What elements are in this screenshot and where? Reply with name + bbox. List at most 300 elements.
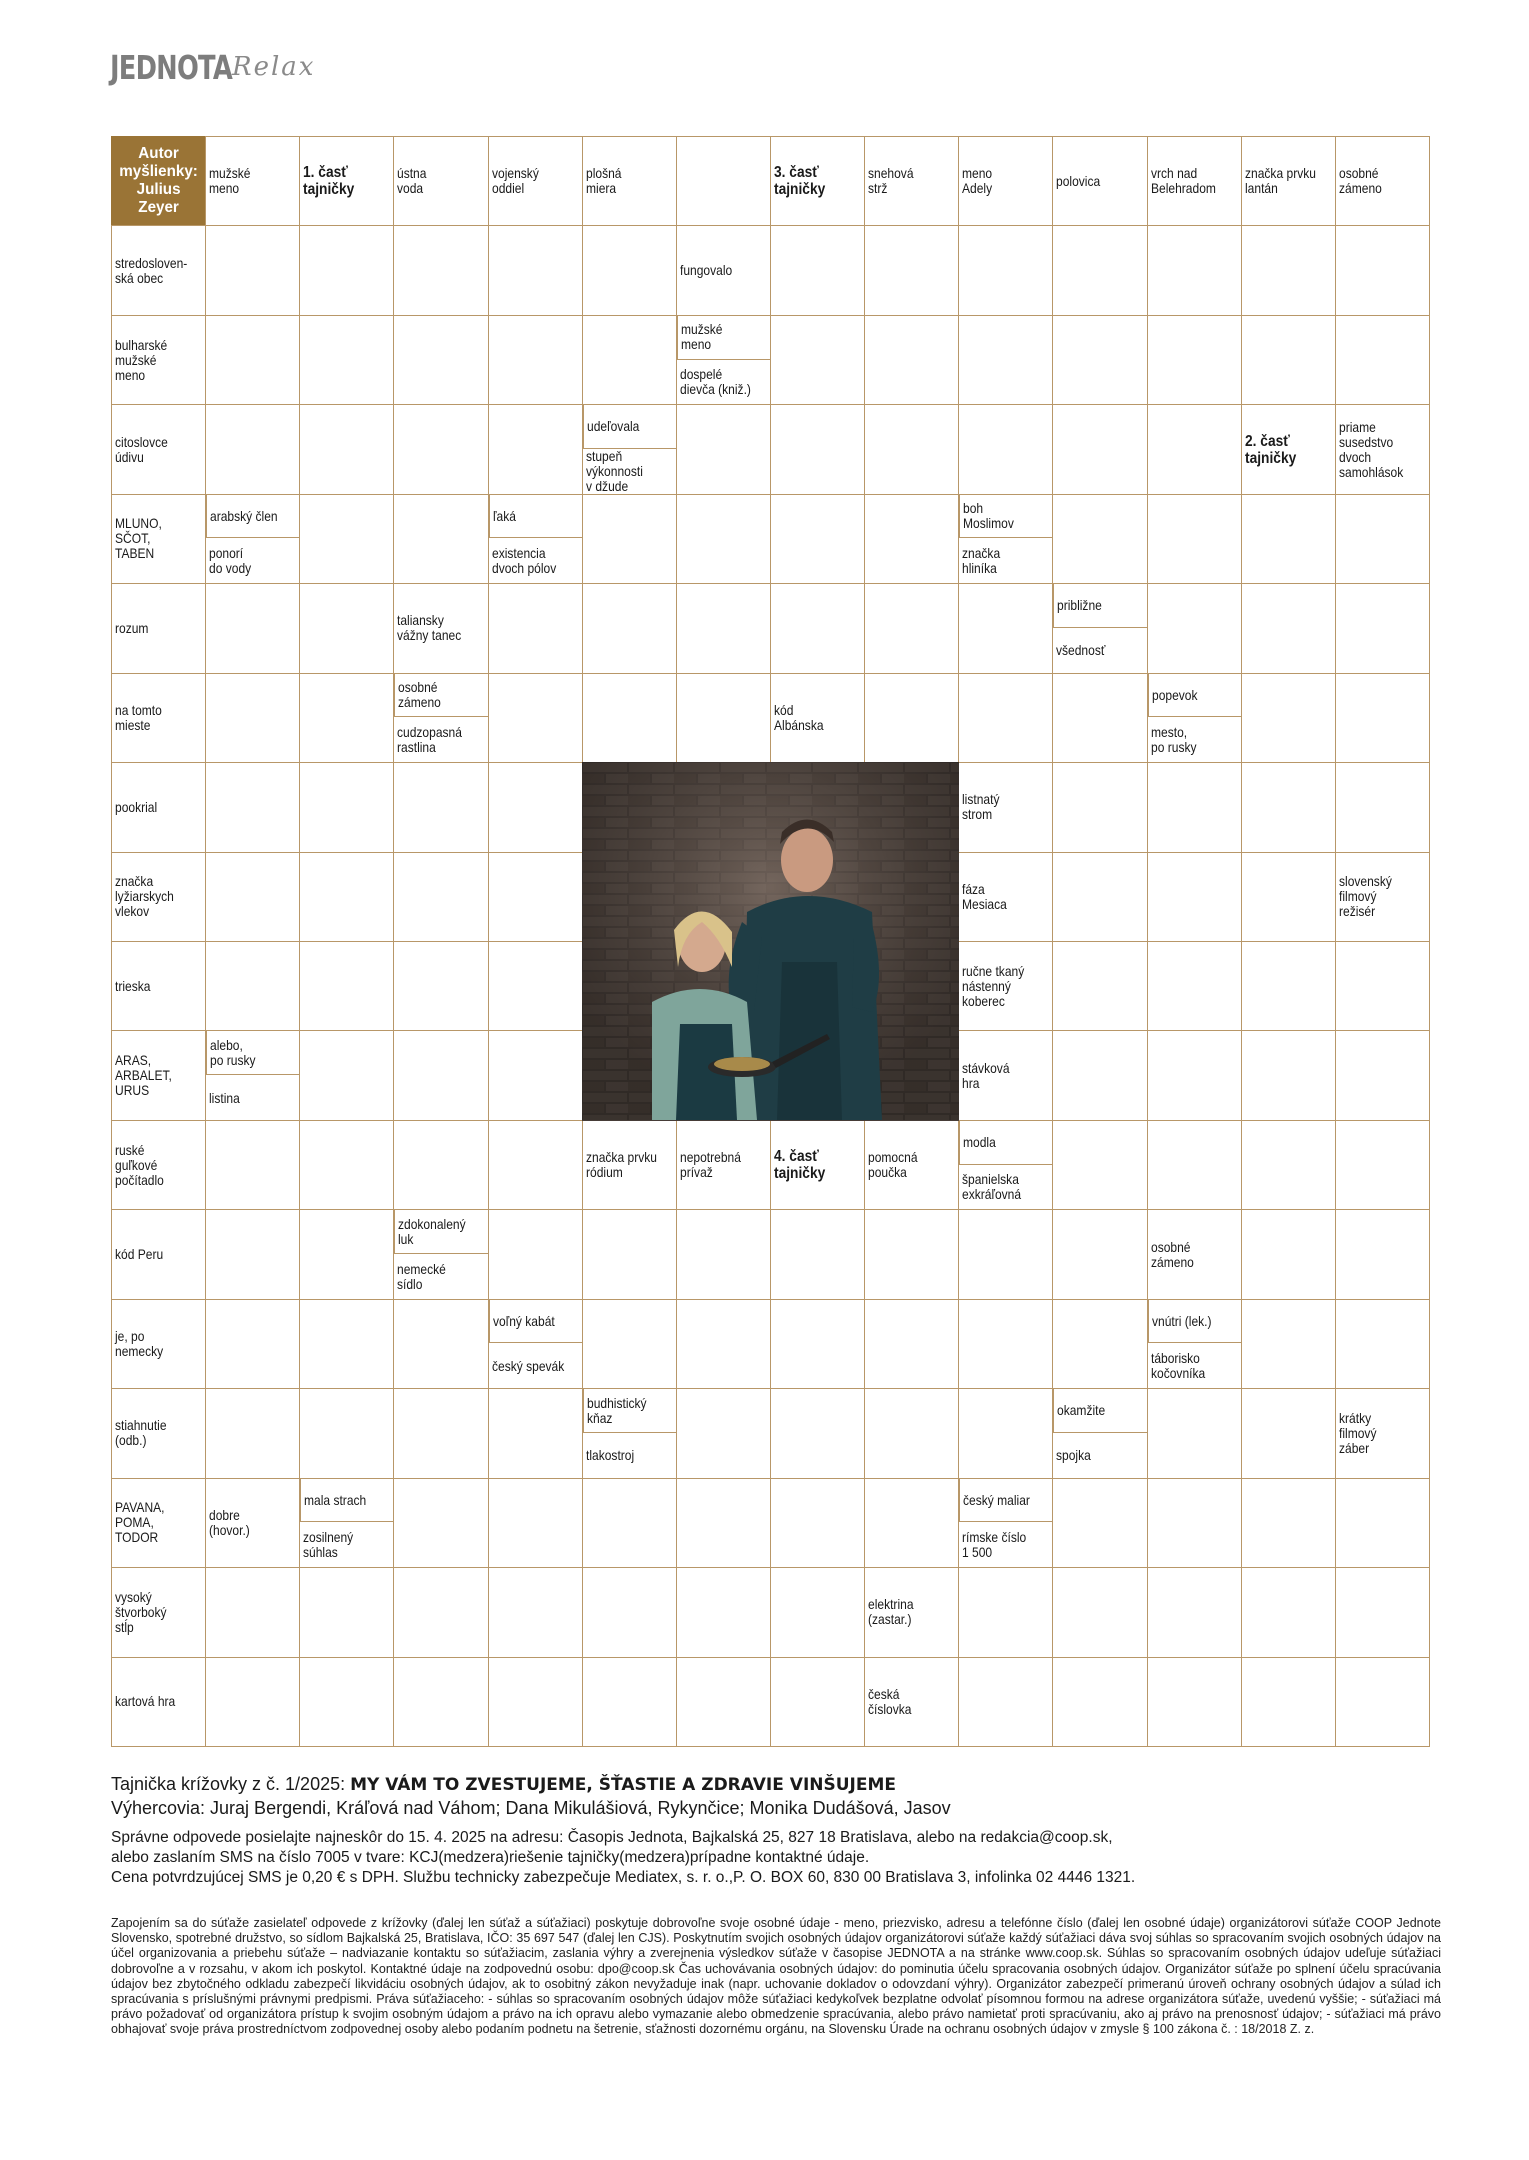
grid-cell[interactable] [770, 404, 865, 494]
clue-cell [300, 1479, 393, 1523]
clue-cell [959, 1121, 1052, 1165]
grid-cell[interactable] [1147, 1030, 1242, 1120]
grid-cell[interactable] [582, 1299, 677, 1389]
grid-cell[interactable] [958, 404, 1053, 494]
grid-cell[interactable] [1147, 1388, 1242, 1478]
clue-text: ľaká [492, 507, 516, 524]
submission-line-3: Cena potvrdzujúcej SMS je 0,20 € s DPH. Službu technicky zabezpečuje Mediatex, s. r. o.,P. O. BOX 60, 830 00 Bratislava 3, infolinka 02 4446 1321. [111, 1869, 1136, 1886]
grid-cell[interactable] [1335, 673, 1430, 763]
grid-cell[interactable] [299, 1299, 394, 1389]
clue-text: polovica [1056, 172, 1101, 189]
grid-cell[interactable] [582, 583, 677, 673]
clue-cell [394, 1255, 487, 1299]
submission-line-2: alebo zaslaním SMS na číslo 7005 v tvare: KCJ(medzera)riešenie tajničky(medzera)prípadne kontaktné údaje. [111, 1849, 870, 1866]
clue-text: značka lyžiarskych vlekov [115, 873, 174, 920]
grid-cell[interactable] [1052, 225, 1147, 315]
clue-text: cudzopasná rastlina [397, 724, 463, 756]
clue-cell [865, 137, 958, 225]
crossword-photo [582, 762, 960, 1121]
grid-cell[interactable] [393, 1299, 488, 1389]
clue-cell [112, 1479, 205, 1567]
clue-text: česká číslovka [868, 1685, 912, 1717]
grid-cell[interactable] [1052, 673, 1147, 763]
grid-cell[interactable] [205, 762, 300, 852]
grid-cell[interactable] [1147, 941, 1242, 1031]
clue-text: fungovalo [679, 262, 733, 279]
clue-cell [1148, 1300, 1241, 1344]
clue-cell [394, 1210, 487, 1254]
grid-cell[interactable] [1241, 1299, 1336, 1389]
grid-cell[interactable] [393, 225, 488, 315]
grid-cell[interactable] [958, 1567, 1053, 1657]
grid-cell[interactable] [488, 1478, 583, 1568]
clue-text: mesto, po rusky [1150, 724, 1197, 756]
grid-cell[interactable] [299, 225, 394, 315]
clue-text: je, po nemecky [115, 1327, 164, 1359]
clue-text: španielska exkráľovná [962, 1171, 1022, 1203]
grid-cell[interactable] [864, 225, 959, 315]
clue-cell [1242, 405, 1335, 493]
clue-cell [959, 137, 1052, 225]
grid-cell[interactable] [770, 1478, 865, 1568]
grid-cell[interactable] [488, 941, 583, 1031]
grid-cell[interactable] [770, 583, 865, 673]
grid-cell[interactable] [205, 1388, 300, 1478]
clue-text: fáza Mesiaca [962, 880, 1008, 912]
clue-text: stupeň výkonnosti v džude [585, 450, 643, 494]
clue-cell [1053, 629, 1146, 673]
grid-cell[interactable] [1147, 1120, 1242, 1210]
grid-cell[interactable] [1052, 1120, 1147, 1210]
grid-cell[interactable] [958, 1657, 1053, 1747]
grid-cell[interactable] [488, 404, 583, 494]
grid-cell[interactable] [770, 1388, 865, 1478]
grid-cell[interactable] [676, 1388, 771, 1478]
grid-cell[interactable] [488, 852, 583, 942]
clue-cell [1148, 1210, 1241, 1298]
clue-cell [1053, 1389, 1146, 1433]
grid-cell[interactable] [205, 941, 300, 1031]
clue-text: značka prvku lantán [1244, 165, 1316, 197]
grid-cell[interactable] [1335, 1478, 1430, 1568]
grid-cell[interactable] [488, 225, 583, 315]
clue-text: vnútri (lek.) [1151, 1312, 1212, 1329]
grid-cell[interactable] [205, 225, 300, 315]
grid-cell[interactable] [299, 1388, 394, 1478]
winners-line: Výhercovia: Juraj Bergendi, Kráľová nad Váhom; Dana Mikulášiová, Rykynčice; Monika Dudášová, Jasov [111, 1798, 951, 1818]
grid-cell[interactable] [488, 1388, 583, 1478]
grid-cell[interactable] [864, 673, 959, 763]
grid-cell[interactable] [864, 1478, 959, 1568]
clue-text: rímske číslo 1 500 [962, 1529, 1027, 1561]
grid-cell[interactable] [299, 852, 394, 942]
grid-cell[interactable] [1335, 583, 1430, 673]
grid-cell[interactable] [770, 315, 865, 405]
grid-cell[interactable] [205, 1299, 300, 1389]
grid-cell[interactable] [488, 1657, 583, 1747]
clue-cell [1336, 137, 1429, 225]
clue-cell [206, 1031, 299, 1075]
grid-cell[interactable] [1241, 1657, 1336, 1747]
grid-cell[interactable] [1241, 1209, 1336, 1299]
clue-cell [959, 853, 1052, 941]
grid-cell[interactable] [582, 494, 677, 584]
clue-text: 3. časť tajničky [774, 164, 826, 199]
clue-text: pomocná poučka [868, 1149, 918, 1181]
grid-cell[interactable] [958, 225, 1053, 315]
grid-cell[interactable] [299, 673, 394, 763]
grid-cell[interactable] [1241, 225, 1336, 315]
grid-cell[interactable] [205, 1120, 300, 1210]
clue-cell [959, 1479, 1052, 1523]
grid-cell[interactable] [676, 1657, 771, 1747]
grid-cell[interactable] [958, 315, 1053, 405]
grid-cell[interactable] [299, 762, 394, 852]
grid-cell[interactable] [299, 941, 394, 1031]
clue-cell [583, 137, 676, 225]
clue-text: mužské meno [209, 165, 251, 197]
grid-cell[interactable] [488, 762, 583, 852]
clue-text: zdokonalený luk [398, 1215, 467, 1247]
grid-cell[interactable] [393, 494, 488, 584]
grid-cell[interactable] [676, 1567, 771, 1657]
grid-cell[interactable] [1241, 1388, 1336, 1478]
clue-cell [865, 1658, 958, 1746]
grid-cell[interactable] [393, 941, 488, 1031]
grid-cell[interactable] [958, 1388, 1053, 1478]
clue-text: taliansky vážny tanec [397, 612, 462, 644]
clue-cell [112, 405, 205, 493]
clue-cell [394, 674, 487, 718]
grid-cell[interactable] [1147, 1567, 1242, 1657]
grid-cell[interactable] [1052, 762, 1147, 852]
grid-cell[interactable] [488, 1030, 583, 1120]
clue-cell [1336, 853, 1429, 941]
clue-text: český maliar [963, 1491, 1031, 1508]
clue-text: arabský člen [210, 507, 278, 524]
grid-cell[interactable] [1241, 315, 1336, 405]
grid-cell[interactable] [676, 136, 771, 226]
grid-cell[interactable] [1147, 762, 1242, 852]
clue-cell [1242, 137, 1335, 225]
grid-cell[interactable] [205, 673, 300, 763]
clue-cell [771, 137, 864, 225]
grid-cell[interactable] [582, 1567, 677, 1657]
grid-cell[interactable] [1335, 1299, 1430, 1389]
clue-cell [112, 316, 205, 404]
grid-cell[interactable] [299, 1567, 394, 1657]
grid-cell[interactable] [205, 1567, 300, 1657]
clue-text: ústna voda [397, 165, 427, 197]
grid-cell[interactable] [393, 1657, 488, 1747]
grid-cell[interactable] [1147, 404, 1242, 494]
grid-cell[interactable] [205, 1657, 300, 1747]
clue-cell [771, 674, 864, 762]
clue-text: bulharské mužské meno [115, 336, 168, 383]
grid-cell[interactable] [299, 1120, 394, 1210]
grid-cell[interactable] [1052, 1209, 1147, 1299]
grid-cell[interactable] [1335, 225, 1430, 315]
grid-cell[interactable] [1052, 852, 1147, 942]
grid-cell[interactable] [1052, 494, 1147, 584]
grid-cell[interactable] [488, 583, 583, 673]
grid-cell[interactable] [958, 1209, 1053, 1299]
grid-cell[interactable] [1335, 494, 1430, 584]
clue-cell [112, 495, 205, 583]
grid-cell[interactable] [1147, 1478, 1242, 1568]
clue-cell [959, 942, 1052, 1030]
clue-text: voľný kabát [492, 1312, 555, 1329]
grid-cell[interactable] [1147, 1657, 1242, 1747]
clue-cell [489, 1345, 582, 1389]
grid-cell[interactable] [299, 1209, 394, 1299]
grid-cell[interactable] [488, 1209, 583, 1299]
grid-cell[interactable] [299, 583, 394, 673]
grid-cell[interactable] [582, 315, 677, 405]
grid-cell[interactable] [1052, 941, 1147, 1031]
grid-cell[interactable] [676, 1299, 771, 1389]
clue-text: elektrina (zastar.) [868, 1596, 914, 1628]
grid-cell[interactable] [1241, 762, 1336, 852]
grid-cell[interactable] [1147, 315, 1242, 405]
clue-text: 4. časť tajničky [774, 1148, 826, 1183]
clue-cell [112, 226, 205, 314]
clue-text: 2. časť tajničky [1244, 432, 1296, 467]
clue-text: spojka [1056, 1447, 1092, 1464]
clue-text: pookrial [115, 798, 158, 815]
grid-cell[interactable] [1241, 1567, 1336, 1657]
grid-cell[interactable] [299, 404, 394, 494]
clue-cell [112, 1658, 205, 1746]
grid-cell[interactable] [1241, 673, 1336, 763]
grid-cell[interactable] [582, 673, 677, 763]
clue-text: listnatý strom [962, 791, 1000, 823]
grid-cell[interactable] [488, 1567, 583, 1657]
clue-cell [771, 1121, 864, 1209]
grid-cell[interactable] [299, 494, 394, 584]
clue-text: plošná miera [585, 165, 622, 197]
clue-text: dobre (hovor.) [209, 1506, 250, 1538]
clue-cell [489, 1300, 582, 1344]
clue-text: kartová hra [115, 1693, 176, 1710]
clue-text: stredosloven- ská obec [115, 254, 188, 286]
clue-cell [959, 1523, 1052, 1567]
grid-cell[interactable] [205, 583, 300, 673]
clue-cell [865, 1121, 958, 1209]
grid-cell[interactable] [864, 583, 959, 673]
grid-cell[interactable] [393, 1567, 488, 1657]
clue-cell [394, 137, 487, 225]
clue-cell [206, 1076, 299, 1120]
clue-cell [206, 540, 299, 584]
clue-cell [1148, 674, 1241, 718]
clue-cell [1053, 584, 1146, 628]
clue-text: ponorí do vody [209, 545, 252, 577]
grid-cell[interactable] [864, 494, 959, 584]
grid-cell[interactable] [676, 1478, 771, 1568]
clue-text: snehová strž [868, 165, 914, 197]
grid-cell[interactable] [488, 673, 583, 763]
grid-cell[interactable] [770, 1657, 865, 1747]
grid-cell[interactable] [1147, 225, 1242, 315]
clue-text: český spevák [491, 1357, 564, 1374]
page-header [110, 48, 316, 92]
grid-cell[interactable] [770, 494, 865, 584]
grid-cell[interactable] [1052, 1567, 1147, 1657]
clue-text: existencia dvoch pólov [491, 545, 556, 577]
grid-cell[interactable] [582, 1657, 677, 1747]
grid-cell[interactable] [205, 404, 300, 494]
grid-cell[interactable] [393, 1120, 488, 1210]
grid-cell[interactable] [676, 404, 771, 494]
clue-text: vrch nad Belehradom [1150, 165, 1216, 197]
clue-text: osobné zámeno [1338, 165, 1382, 197]
grid-cell[interactable] [1241, 852, 1336, 942]
grid-cell[interactable] [205, 1209, 300, 1299]
grid-cell[interactable] [864, 1209, 959, 1299]
clue-cell [489, 540, 582, 584]
grid-cell[interactable] [1052, 1478, 1147, 1568]
clue-cell [112, 1210, 205, 1298]
clue-text: vojenský oddiel [491, 165, 539, 197]
grid-cell[interactable] [1052, 404, 1147, 494]
grid-cell[interactable] [582, 225, 677, 315]
clue-cell [677, 361, 770, 405]
grid-cell[interactable] [1241, 583, 1336, 673]
grid-cell[interactable] [1241, 1478, 1336, 1568]
grid-cell[interactable] [299, 1030, 394, 1120]
grid-cell[interactable] [1241, 941, 1336, 1031]
grid-cell[interactable] [205, 852, 300, 942]
grid-cell[interactable] [1052, 1657, 1147, 1747]
grid-cell[interactable] [1241, 1030, 1336, 1120]
clue-cell [959, 540, 1052, 584]
grid-cell[interactable] [205, 315, 300, 405]
grid-cell[interactable] [299, 315, 394, 405]
clue-text: listina [209, 1089, 240, 1106]
clue-cell [300, 137, 393, 225]
grid-cell[interactable] [1241, 494, 1336, 584]
clue-text: vysoký štvorboký stĺp [115, 1588, 167, 1635]
grid-cell[interactable] [864, 404, 959, 494]
clue-cell [112, 1300, 205, 1388]
grid-cell[interactable] [1147, 494, 1242, 584]
grid-cell[interactable] [1241, 1120, 1336, 1210]
grid-cell[interactable] [393, 404, 488, 494]
clue-cell [394, 718, 487, 762]
clue-text: mala strach [304, 1491, 367, 1508]
couple-photo-illustration [582, 762, 959, 1120]
grid-cell[interactable] [958, 1299, 1053, 1389]
clue-cell [112, 942, 205, 1030]
clue-text: citoslovce údivu [115, 433, 168, 465]
clue-cell [112, 1031, 205, 1119]
legal-notice: Zapojením sa do súťaže zasielateľ odpovede z krížovky (ďalej len súťaž a súťažiaci) poskytuje dobrovoľne svoje osobné údaje - meno, priezvisko, adresu a telefónne číslo (ďalej len osobné údaje) organizátorovi súťaže COOP Jednote Slovensko, spotrebné družstvo, so sídlom Bajkalská 25, Bratislava, IČO: 35 697 547 (ďalej len CJS). Poskytnutím svojich osobných údajov organizátorovi súťaže každý súťažiaci dáva svoj súhlas so spracovaním svojich osobných údajov na účel organizovania a priebehu súťaže – nadviazanie kontaktu so súťažiacim, zaslania výhry a zverejnenia výsledkov súťaže v časopise JEDNOTA a na stránke www.coop.sk. Súhlas so spracovaním osobných údajov udeľuje súťažiaci dobrovoľne a v rozsahu, v akom ich poskytol. Kontaktné údaje na zodpovednú osobu: dpo@coop.sk Čas uchovávania osobných údajov: do pominutia účelu spracovania osobných údajov. Organizátor súťaže po splnení účelu spracúvania údajov bez zbytočného odkladu zabezpečí likvidáciu osobných údajov, ak to osobitný zákon nevyžaduje inak (napr. uchovanie dokladov o odovzdaní výhry). Organizátor zabezpečí primeranú úroveň ochrany osobných údajov a súlad ich spracúvania s príslušnými právnymi predpismi. Práva súťažiaceho: - súhlas so spracovaním osobných údajov môže súťažiaci kedykoľvek bezplatne odvolať písomnou formou na adrese organizátora súťaže, uvedenú vyššie; - súťažiaci má právo požadovať od organizátora prístup k svojim osobným údajom a právo na ich opravu alebo vymazanie alebo obmedzenie spracúvania, alebo právo namietať proti spracúvaniu, ako aj právo na prenosnosť údajov; - súťažiaci má právo obhajovať svoje práva prostredníctvom zodpovednej osoby alebo podaním podnetu na šetrenie, sťažnosti dozornému orgánu, na Slovensku Úrade na ochranu osobných údajov v zmysle § 100 zákona č. : 18/2018 Z. z. [111, 1916, 1441, 2037]
clue-cell [112, 1568, 205, 1656]
clue-text: tlakostroj [585, 1447, 634, 1464]
clue-text: nemecké sídlo [397, 1260, 447, 1292]
clue-text: priame susedstvo dvoch samohlások [1338, 418, 1404, 480]
grid-cell[interactable] [488, 315, 583, 405]
grid-cell[interactable] [393, 1478, 488, 1568]
grid-cell[interactable] [1335, 1120, 1430, 1210]
clue-cell [583, 405, 676, 449]
grid-cell[interactable] [864, 1388, 959, 1478]
clue-text: meno Adely [962, 165, 993, 197]
grid-cell[interactable] [770, 1567, 865, 1657]
clue-text: mužské meno [680, 321, 723, 353]
grid-cell[interactable] [1335, 1030, 1430, 1120]
grid-cell[interactable] [676, 494, 771, 584]
grid-cell[interactable] [582, 1209, 677, 1299]
clue-cell [959, 1166, 1052, 1210]
clue-text: okamžite [1057, 1402, 1106, 1419]
grid-cell[interactable] [770, 1299, 865, 1389]
clue-cell [583, 1434, 676, 1478]
grid-cell[interactable] [1147, 852, 1242, 942]
grid-cell[interactable] [393, 1388, 488, 1478]
grid-cell[interactable] [1052, 1299, 1147, 1389]
grid-cell[interactable] [676, 673, 771, 763]
grid-cell[interactable] [1335, 941, 1430, 1031]
grid-cell[interactable] [1052, 315, 1147, 405]
clue-text: značka hliníka [962, 545, 1001, 577]
clue-text: ARAS, ARBALET, URUS [115, 1052, 172, 1099]
grid-cell[interactable] [770, 225, 865, 315]
clue-cell [1053, 137, 1146, 225]
grid-cell[interactable] [676, 1209, 771, 1299]
clue-text: stiahnutie (odb.) [115, 1417, 167, 1449]
grid-cell[interactable] [958, 583, 1053, 673]
clue-text: všednosť [1056, 642, 1106, 659]
grid-cell[interactable] [393, 1030, 488, 1120]
grid-cell[interactable] [1335, 1657, 1430, 1747]
grid-cell[interactable] [1335, 1209, 1430, 1299]
clue-cell [959, 1031, 1052, 1119]
clue-text: slovenský filmový režisér [1338, 873, 1392, 920]
grid-cell[interactable] [864, 315, 959, 405]
grid-cell[interactable] [582, 1478, 677, 1568]
grid-cell[interactable] [393, 315, 488, 405]
clue-text: modla [963, 1133, 997, 1150]
grid-cell[interactable] [1147, 583, 1242, 673]
clue-cell [489, 137, 582, 225]
solution-line: Tajnička krížovky z č. 1/2025: MY VÁM TO ZVESTUJEME, ŠŤASTIE A ZDRAVIE VINŠUJEME [111, 1774, 897, 1795]
grid-cell[interactable] [393, 762, 488, 852]
grid-cell[interactable] [1335, 315, 1430, 405]
clue-text: alebo, po rusky [210, 1036, 256, 1068]
grid-cell[interactable] [1335, 762, 1430, 852]
clue-cell [583, 1121, 676, 1209]
clue-cell [112, 1389, 205, 1477]
grid-cell[interactable] [393, 852, 488, 942]
grid-cell[interactable] [1335, 1567, 1430, 1657]
grid-cell[interactable] [958, 673, 1053, 763]
grid-cell[interactable] [299, 1657, 394, 1747]
clue-text: PAVANA, POMA, TODOR [115, 1499, 165, 1546]
grid-cell[interactable] [864, 1299, 959, 1389]
clue-cell [206, 137, 299, 225]
clue-text: značka prvku ródium [585, 1149, 657, 1181]
grid-cell[interactable] [676, 583, 771, 673]
grid-cell[interactable] [1052, 1030, 1147, 1120]
grid-cell[interactable] [488, 1120, 583, 1210]
clue-text: popevok [1151, 686, 1198, 703]
grid-cell[interactable] [770, 1209, 865, 1299]
clue-cell [112, 1121, 205, 1209]
clue-text: kód Peru [115, 1246, 164, 1263]
solution-text: MY VÁM TO ZVESTUJEME, ŠŤASTIE A ZDRAVIE VINŠUJEME [350, 1775, 897, 1795]
